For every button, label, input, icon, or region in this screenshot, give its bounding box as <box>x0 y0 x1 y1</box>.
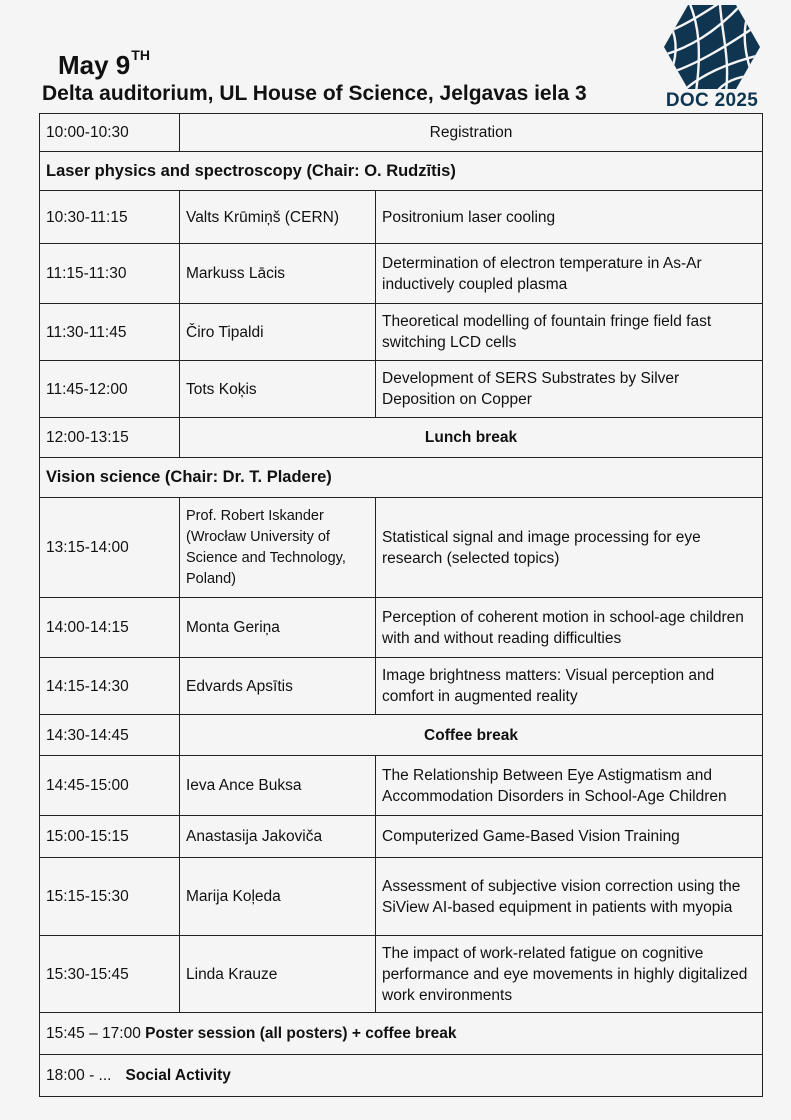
doc-2025-logo <box>660 4 764 112</box>
time-cell: 12:00-13:15 <box>40 418 180 458</box>
title-cell: Perception of coherent motion in school-age children with and without reading difficulties <box>376 598 763 658</box>
schedule-table <box>39 113 763 1097</box>
speaker-cell: Anastasija Jakoviča <box>180 816 376 858</box>
section-row <box>40 152 763 191</box>
speaker-cell: Edvards Apsītis <box>180 658 376 715</box>
table-row <box>40 715 763 756</box>
title-cell: Development of SERS Substrates by Silver Deposition on Copper <box>376 361 763 418</box>
poster-session-label: Poster session (all posters) + coffee break <box>145 1025 457 1042</box>
speaker-cell: Tots Koķis <box>180 361 376 418</box>
time-cell: 10:30-11:15 <box>40 191 180 244</box>
time-cell: 11:30-11:45 <box>40 304 180 361</box>
registration-label: Registration <box>180 114 763 152</box>
time-cell: 11:15-11:30 <box>40 244 180 304</box>
time-cell: 10:00-10:30 <box>40 114 180 152</box>
poster-session-row <box>40 1013 763 1055</box>
speaker-cell: Marija Koļeda <box>180 858 376 936</box>
date-text: May 9 <box>58 50 131 80</box>
page-date <box>58 47 150 81</box>
table-row <box>40 361 763 418</box>
speaker-cell: Valts Krūmiņš (CERN) <box>180 191 376 244</box>
table-row <box>40 418 763 458</box>
hexagon-net-icon <box>660 4 764 90</box>
poster-time: 15:45 – 17:00 <box>46 1025 141 1042</box>
logo-text: DOC 2025 <box>665 90 759 111</box>
title-cell: The Relationship Between Eye Astigmatism and Accommodation Disorders in School-Age Children <box>376 756 763 816</box>
table-row <box>40 816 763 858</box>
time-cell: 14:30-14:45 <box>40 715 180 756</box>
section-heading-vision: Vision science (Chair: Dr. T. Pladere) <box>40 458 763 498</box>
table-row <box>40 498 763 598</box>
table-row <box>40 304 763 361</box>
title-cell: Positronium laser cooling <box>376 191 763 244</box>
title-cell: Computerized Game-Based Vision Training <box>376 816 763 858</box>
time-cell: 14:15-14:30 <box>40 658 180 715</box>
speaker-cell: Ieva Ance Buksa <box>180 756 376 816</box>
table-row <box>40 858 763 936</box>
table-row <box>40 191 763 244</box>
social-time: 18:00 - ... <box>46 1067 112 1084</box>
time-cell: 11:45-12:00 <box>40 361 180 418</box>
section-heading-laser: Laser physics and spectroscopy (Chair: O. Rudzītis) <box>40 152 763 191</box>
speaker-cell: Markuss Lācis <box>180 244 376 304</box>
time-cell: 15:15-15:30 <box>40 858 180 936</box>
title-cell: The impact of work-related fatigue on cognitive performance and eye movements in highly digitalized work environments <box>376 936 763 1013</box>
time-cell: 15:00-15:15 <box>40 816 180 858</box>
table-row <box>40 598 763 658</box>
date-superscript: TH <box>131 47 150 64</box>
speaker-cell: Prof. Robert Iskander (Wrocław University of Science and Technology, Poland) <box>180 498 376 598</box>
time-cell: 14:00-14:15 <box>40 598 180 658</box>
title-cell: Theoretical modelling of fountain fringe field fast switching LCD cells <box>376 304 763 361</box>
table-row <box>40 936 763 1013</box>
time-cell: 14:45-15:00 <box>40 756 180 816</box>
title-cell: Image brightness matters: Visual perception and comfort in augmented reality <box>376 658 763 715</box>
speaker-cell: Čiro Tipaldi <box>180 304 376 361</box>
time-cell: 15:30-15:45 <box>40 936 180 1013</box>
table-row <box>40 1013 763 1055</box>
social-activity-row <box>40 1055 763 1097</box>
coffee-break-label: Coffee break <box>180 715 763 756</box>
title-cell: Assessment of subjective vision correction using the SiView AI-based equipment in patients with myopia <box>376 858 763 936</box>
table-row <box>40 114 763 152</box>
speaker-cell: Linda Krauze <box>180 936 376 1013</box>
lunch-break-label: Lunch break <box>180 418 763 458</box>
title-cell: Statistical signal and image processing for eye research (selected topics) <box>376 498 763 598</box>
speaker-cell: Monta Geriņa <box>180 598 376 658</box>
section-row <box>40 458 763 498</box>
table-row <box>40 1055 763 1097</box>
social-activity-label: Social Activity <box>125 1067 231 1084</box>
table-row <box>40 658 763 715</box>
table-row <box>40 244 763 304</box>
table-row <box>40 756 763 816</box>
venue-title: Delta auditorium, UL House of Science, Jelgavas iela 3 <box>42 82 587 105</box>
time-cell: 13:15-14:00 <box>40 498 180 598</box>
title-cell: Determination of electron temperature in As-Ar inductively coupled plasma <box>376 244 763 304</box>
